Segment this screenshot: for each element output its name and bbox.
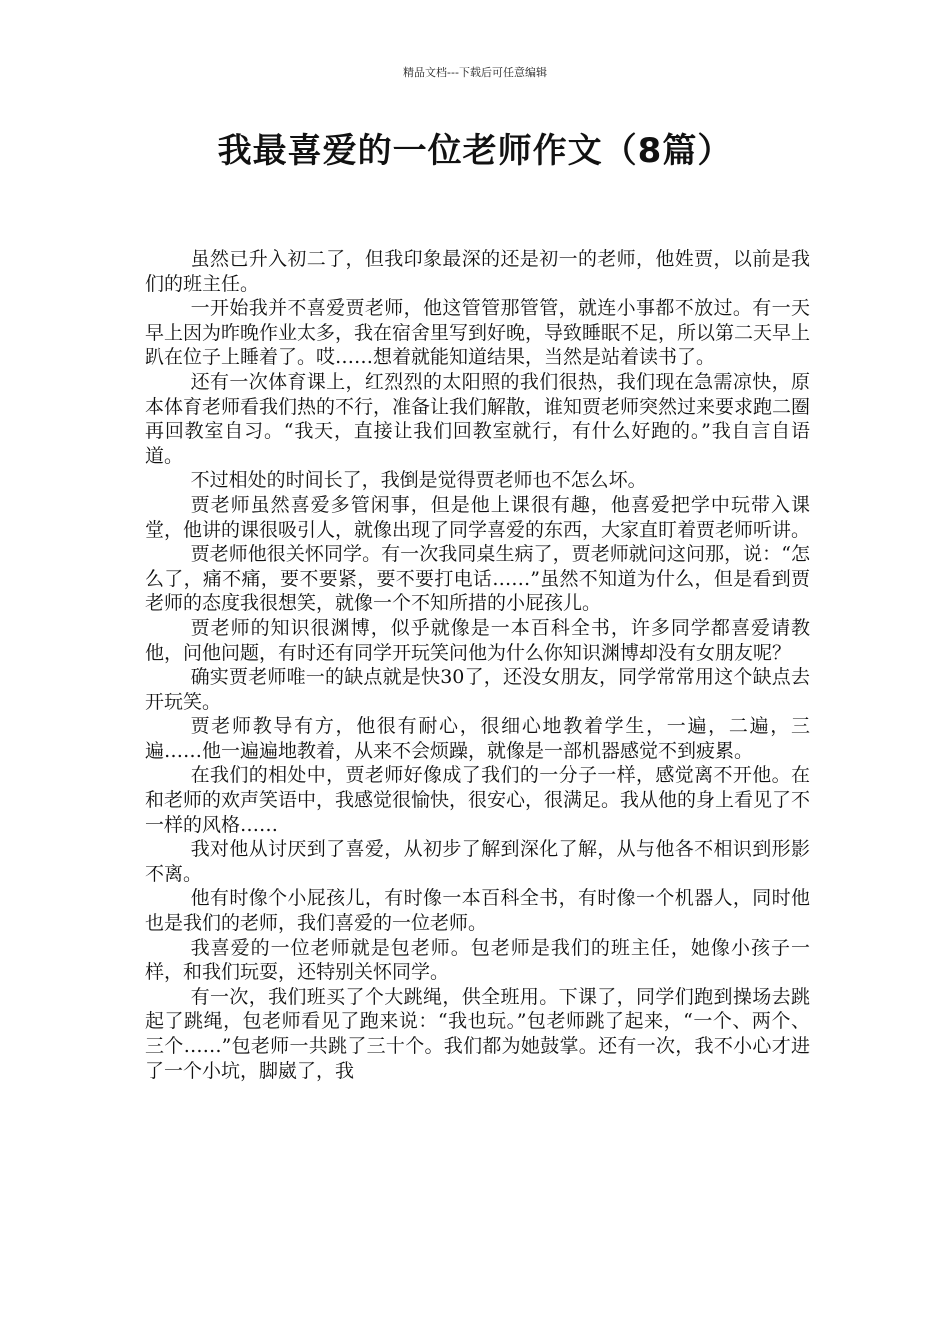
paragraph: 我对他从讨厌到了喜爱，从初步了解到深化了解，从与他各不相识到形影不离。 <box>145 838 810 885</box>
paragraph: 他有时像个小屁孩儿，有时像一本百科全书，有时像一个机器人，同时他也是我们的老师，我们喜爱的一位老师。 <box>145 887 810 935</box>
paragraph: 确实贾老师唯一的缺点就是快30了，还没女朋友，同学常常用这个缺点去开玩笑。 <box>145 666 810 713</box>
paragraph: 还有一次体育课上，红烈烈的太阳照的我们很热，我们现在急需凉快，原本体育老师看我们热的不行，准备让我们解散，谁知贾老师突然过来要求跑二圈再回教室自习。“我天，直接让我们回教室就行，有什么好跑的。”我自言自语道。 <box>145 370 810 467</box>
paragraph: 虽然已升入初二了，但我印象最深的还是初一的老师，他姓贾，以前是我们的班主任。 <box>145 248 810 295</box>
paragraph: 有一次，我们班买了个大跳绳，供全班用。下课了，同学们跑到操场去跳起了跳绳，包老师看见了跑来说：“我也玩。”包老师跳了起来，“一个、两个、三个……”包老师一共跳了三十个。我们都为她鼓掌。还有一次，我不小心才进了一个小坑，脚崴了，我 <box>145 985 810 1082</box>
page-header-note: 精品文档---下载后可任意编辑 <box>403 66 547 79</box>
paragraph: 贾老师虽然喜爱多管闲事，但是他上课很有趣，他喜爱把学中玩带入课堂，他讲的课很吸引人，就像出现了同学喜爱的东西，大家直盯着贾老师听讲。 <box>145 493 810 541</box>
document-body <box>145 247 810 1227</box>
paragraph: 在我们的相处中，贾老师好像成了我们的一分子一样，感觉离不开他。在和老师的欢声笑语中，我感觉很愉快，很安心，很满足。我从他的身上看见了不一样的风格…… <box>145 764 810 836</box>
paragraph: 贾老师的知识很渊博，似乎就像是一本百科全书，许多同学都喜爱请教他，问他问题，有时还有同学开玩笑问他为什么你知识渊博却没有女朋友呢？ <box>145 616 810 664</box>
paragraph: 不过相处的时间长了，我倒是觉得贾老师也不怎么坏。 <box>190 469 647 492</box>
paragraph: 我喜爱的一位老师就是包老师。包老师是我们的班主任，她像小孩子一样，和我们玩耍，还特别关怀同学。 <box>145 936 810 984</box>
paragraph: 一开始我并不喜爱贾老师，他这管管那管管，就连小事都不放过。有一天早上因为昨晚作业太多，我在宿舍里写到好晚，导致睡眠不足，所以第二天早上趴在位子上睡着了。哎……想着就能知道结果，当然是站着读书了。 <box>145 297 810 369</box>
paragraph: 贾老师他很关怀同学。有一次我同桌生病了，贾老师就问这问那，说：“怎么了，痛不痛，要不要紧，要不要打电话……”虽然不知道为什么，但是看到贾老师的态度我很想笑，就像一个不知所措的小屁孩儿。 <box>145 543 810 615</box>
document-title: 我最喜爱的一位老师作文（8篇） <box>217 131 733 171</box>
paragraph: 贾老师教导有方，他很有耐心，很细心地教着学生，一遍，二遍，三遍……他一遍遍地教着，从来不会烦躁，就像是一部机器感觉不到疲累。 <box>145 715 810 762</box>
